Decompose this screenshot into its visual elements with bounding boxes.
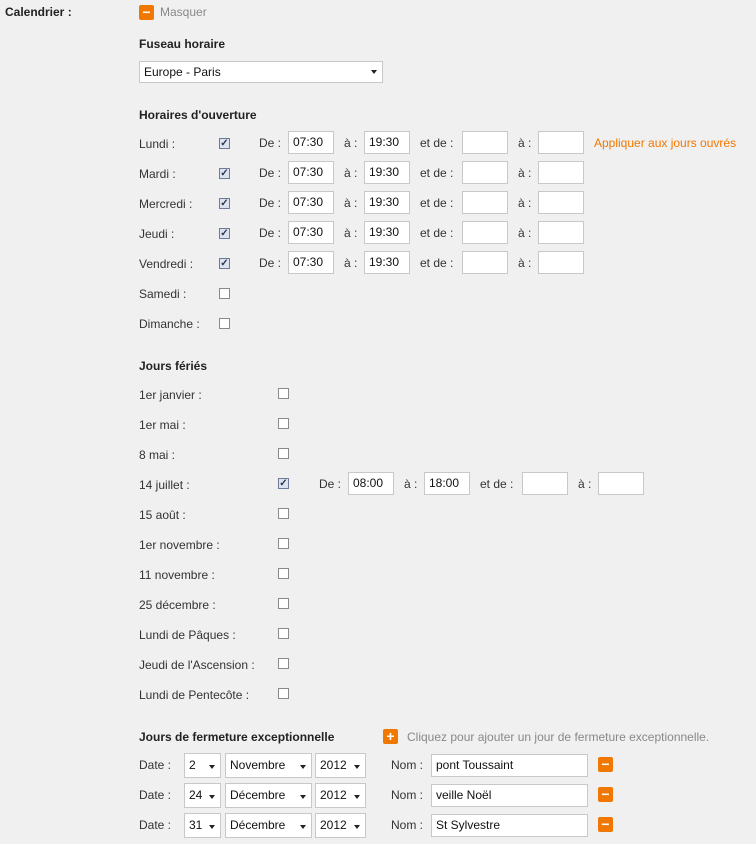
chevron-down-icon: [354, 765, 360, 769]
to-time-input[interactable]: 19:30: [364, 221, 410, 244]
month-select-value: Novembre: [230, 758, 286, 772]
a2-label: à :: [578, 477, 592, 491]
etde-label: et de :: [480, 477, 514, 491]
holiday-label: Lundi de Pentecôte :: [139, 688, 250, 702]
date-label: Date :: [139, 818, 172, 832]
etde-label: et de :: [420, 196, 454, 210]
day-checkbox[interactable]: [219, 288, 230, 299]
holiday-checkbox[interactable]: [278, 448, 289, 459]
chevron-down-icon: [209, 765, 215, 769]
a-label: à :: [344, 256, 358, 270]
day-checkbox[interactable]: [219, 138, 230, 149]
de-label: De :: [259, 196, 282, 210]
from-time-input[interactable]: 07:30: [288, 221, 334, 244]
day-checkbox[interactable]: [219, 198, 230, 209]
month-select[interactable]: [225, 753, 312, 778]
year-select-value: 2012: [320, 818, 347, 832]
de-label: De :: [259, 166, 282, 180]
holiday-checkbox[interactable]: [278, 688, 289, 699]
etde-label: et de :: [420, 136, 454, 150]
month-select-value: Décembre: [230, 788, 286, 802]
from2-time-input[interactable]: [462, 251, 508, 274]
remove-closure-icon[interactable]: [598, 817, 613, 832]
month-select[interactable]: [225, 783, 312, 808]
day-label: Jeudi :: [139, 227, 175, 241]
add-closure-icon[interactable]: [383, 729, 398, 744]
to-time-input[interactable]: 18:00: [424, 472, 470, 495]
from2-time-input[interactable]: [462, 161, 508, 184]
holiday-label: 14 juillet :: [139, 478, 190, 492]
from-time-input[interactable]: 07:30: [288, 251, 334, 274]
day-label: Dimanche :: [139, 317, 200, 331]
holiday-checkbox[interactable]: [278, 598, 289, 609]
day-checkbox[interactable]: [219, 168, 230, 179]
holiday-label: 1er novembre :: [139, 538, 220, 552]
day-select[interactable]: [184, 783, 221, 808]
closures-heading: Jours de fermeture exceptionnelle: [139, 730, 335, 744]
chevron-down-icon: [300, 795, 306, 799]
chevron-down-icon: [354, 825, 360, 829]
holiday-label: Lundi de Pâques :: [139, 628, 236, 642]
day-checkbox[interactable]: [219, 258, 230, 269]
name-label: Nom :: [391, 788, 424, 802]
a-label: à :: [344, 166, 358, 180]
day-select-value: 2: [189, 758, 196, 772]
to2-time-input[interactable]: [538, 161, 584, 184]
closure-name-input[interactable]: St Sylvestre: [431, 814, 588, 837]
a2-label: à :: [518, 136, 532, 150]
a2-label: à :: [518, 256, 532, 270]
name-label: Nom :: [391, 818, 424, 832]
from2-time-input[interactable]: [462, 221, 508, 244]
a2-label: à :: [518, 166, 532, 180]
from-time-input[interactable]: 07:30: [288, 161, 334, 184]
to-time-input[interactable]: 19:30: [364, 131, 410, 154]
holiday-checkbox[interactable]: [278, 658, 289, 669]
holiday-checkbox[interactable]: [278, 538, 289, 549]
remove-closure-icon[interactable]: [598, 787, 613, 802]
year-select[interactable]: [315, 783, 366, 808]
chevron-down-icon: [209, 795, 215, 799]
name-label: Nom :: [391, 758, 424, 772]
holiday-label: 15 août :: [139, 508, 186, 522]
calendar-label: Calendrier :: [5, 5, 72, 19]
from-time-input[interactable]: 07:30: [288, 191, 334, 214]
from-time-input[interactable]: 07:30: [288, 131, 334, 154]
chevron-down-icon: [354, 795, 360, 799]
day-select[interactable]: [184, 813, 221, 838]
a-label: à :: [404, 477, 418, 491]
add-closure-hint[interactable]: Cliquez pour ajouter un jour de fermeture exceptionnelle.: [407, 730, 710, 744]
day-checkbox[interactable]: [219, 228, 230, 239]
holiday-label: Jeudi de l'Ascension :: [139, 658, 255, 672]
chevron-down-icon: [209, 825, 215, 829]
day-select-value: 31: [189, 818, 203, 832]
to2-time-input[interactable]: [538, 221, 584, 244]
holiday-label: 8 mai :: [139, 448, 176, 462]
chevron-down-icon: [300, 825, 306, 829]
holiday-checkbox[interactable]: [278, 628, 289, 639]
etde-label: et de :: [420, 256, 454, 270]
a-label: à :: [344, 196, 358, 210]
from2-time-input[interactable]: [462, 131, 508, 154]
a2-label: à :: [518, 196, 532, 210]
collapse-icon[interactable]: [139, 5, 154, 20]
holiday-checkbox[interactable]: [278, 508, 289, 519]
day-label: Samedi :: [139, 287, 187, 301]
year-select[interactable]: [315, 753, 366, 778]
month-select-value: Décembre: [230, 818, 286, 832]
de-label: De :: [259, 136, 282, 150]
timezone-value: Europe - Paris: [144, 65, 221, 79]
month-select[interactable]: [225, 813, 312, 838]
etde-label: et de :: [420, 166, 454, 180]
holiday-checkbox[interactable]: [278, 568, 289, 579]
date-label: Date :: [139, 788, 172, 802]
holiday-label: 1er janvier :: [139, 388, 202, 402]
to2-time-input[interactable]: [538, 251, 584, 274]
chevron-down-icon: [371, 70, 377, 74]
year-select[interactable]: [315, 813, 366, 838]
day-label: Mardi :: [139, 167, 176, 181]
apply-weekdays-link[interactable]: Appliquer aux jours ouvrés: [594, 136, 737, 150]
holidays-heading: Jours fériés: [139, 359, 208, 373]
year-select-value: 2012: [320, 758, 347, 772]
from-time-input[interactable]: 08:00: [348, 472, 394, 495]
timezone-select[interactable]: [139, 61, 383, 83]
chevron-down-icon: [300, 765, 306, 769]
remove-closure-icon[interactable]: [598, 757, 613, 772]
from2-time-input[interactable]: [462, 191, 508, 214]
to2-time-input[interactable]: [538, 191, 584, 214]
day-label: Lundi :: [139, 137, 176, 151]
from2-time-input[interactable]: [522, 472, 568, 495]
holiday-checkbox[interactable]: [278, 388, 289, 399]
day-checkbox[interactable]: [219, 318, 230, 329]
day-select-value: 24: [189, 788, 203, 802]
timezone-heading: Fuseau horaire: [139, 37, 226, 51]
de-label: De :: [259, 256, 282, 270]
a2-label: à :: [518, 226, 532, 240]
to2-time-input[interactable]: [538, 131, 584, 154]
holiday-checkbox[interactable]: [278, 418, 289, 429]
closure-name-input[interactable]: veille Noël: [431, 784, 588, 807]
etde-label: et de :: [420, 226, 454, 240]
day-label: Vendredi :: [139, 257, 194, 271]
hide-toggle[interactable]: Masquer: [160, 5, 207, 19]
date-label: Date :: [139, 758, 172, 772]
holiday-label: 11 novembre :: [139, 568, 215, 582]
to-time-input[interactable]: 19:30: [364, 191, 410, 214]
holiday-label: 25 décembre :: [139, 598, 216, 612]
to-time-input[interactable]: 19:30: [364, 161, 410, 184]
to2-time-input[interactable]: [598, 472, 644, 495]
a-label: à :: [344, 136, 358, 150]
year-select-value: 2012: [320, 788, 347, 802]
de-label: De :: [259, 226, 282, 240]
closure-name-input[interactable]: pont Toussaint: [431, 754, 588, 777]
holiday-checkbox[interactable]: [278, 478, 289, 489]
de-label: De :: [319, 477, 342, 491]
opening-hours-heading: Horaires d'ouverture: [139, 108, 257, 122]
a-label: à :: [344, 226, 358, 240]
day-label: Mercredi :: [139, 197, 193, 211]
to-time-input[interactable]: 19:30: [364, 251, 410, 274]
holiday-label: 1er mai :: [139, 418, 186, 432]
day-select[interactable]: [184, 753, 221, 778]
